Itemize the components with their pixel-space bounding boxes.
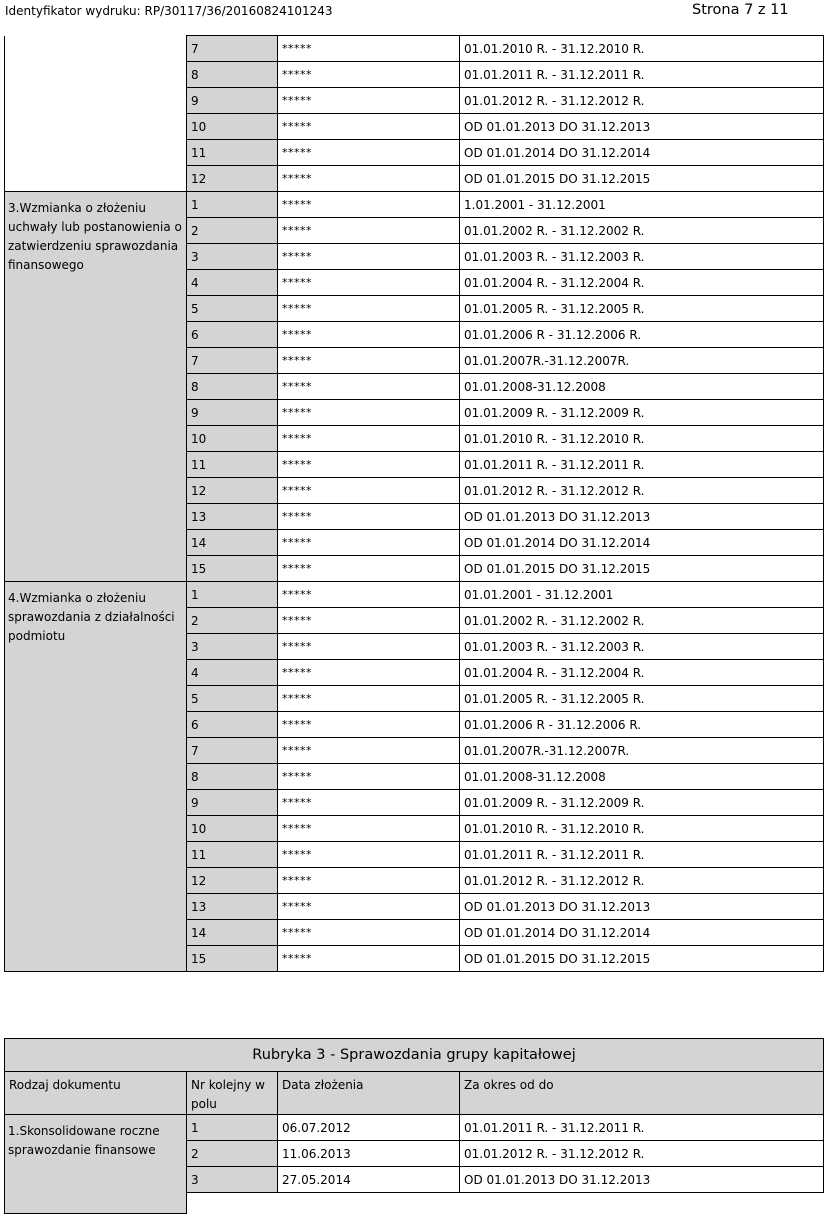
period-cell: 01.01.2002 R. - 31.12.2002 R. xyxy=(460,608,824,634)
masked-value: ***** xyxy=(278,270,460,296)
period-cell: OD 01.01.2013 DO 31.12.2013 xyxy=(460,114,824,140)
row-number: 5 xyxy=(187,686,278,712)
masked-value: ***** xyxy=(278,660,460,686)
row-number: 7 xyxy=(187,36,278,62)
row-number: 6 xyxy=(187,322,278,348)
row-number: 1 xyxy=(187,192,278,218)
period-cell: OD 01.01.2013 DO 31.12.2013 xyxy=(460,1167,824,1193)
period-cell: 01.01.2002 R. - 31.12.2002 R. xyxy=(460,218,824,244)
row-number: 7 xyxy=(187,738,278,764)
table-row xyxy=(5,1115,824,1141)
period-cell: 01.01.2012 R. - 31.12.2012 R. xyxy=(460,478,824,504)
masked-value: ***** xyxy=(278,62,460,88)
row-number: 10 xyxy=(187,114,278,140)
masked-value: ***** xyxy=(278,608,460,634)
rubryka-3-title: Rubryka 3 - Sprawozdania grupy kapitałowej xyxy=(5,1039,824,1072)
filing-date-cell: 27.05.2014 xyxy=(278,1167,460,1193)
row-number: 13 xyxy=(187,504,278,530)
period-cell: 01.01.2001 - 31.12.2001 xyxy=(460,582,824,608)
rubryka-3-table xyxy=(4,1038,824,1214)
row-number: 8 xyxy=(187,764,278,790)
row-number: 8 xyxy=(187,374,278,400)
masked-value: ***** xyxy=(278,244,460,270)
row-number: 14 xyxy=(187,920,278,946)
period-cell: 01.01.2011 R. - 31.12.2011 R. xyxy=(460,842,824,868)
row-number: 2 xyxy=(187,218,278,244)
period-cell: 01.01.2010 R. - 31.12.2010 R. xyxy=(460,426,824,452)
period-cell: OD 01.01.2013 DO 31.12.2013 xyxy=(460,504,824,530)
masked-value: ***** xyxy=(278,296,460,322)
masked-value: ***** xyxy=(278,790,460,816)
period-cell: OD 01.01.2014 DO 31.12.2014 xyxy=(460,920,824,946)
masked-value: ***** xyxy=(278,166,460,192)
period-cell: 01.01.2005 R. - 31.12.2005 R. xyxy=(460,296,824,322)
masked-value: ***** xyxy=(278,816,460,842)
row-number: 1 xyxy=(187,582,278,608)
row-number: 11 xyxy=(187,140,278,166)
period-cell: 01.01.2011 R. - 31.12.2011 R. xyxy=(460,1115,824,1141)
masked-value: ***** xyxy=(278,374,460,400)
period-cell: 01.01.2011 R. - 31.12.2011 R. xyxy=(460,62,824,88)
filing-date-cell: 06.07.2012 xyxy=(278,1115,460,1141)
reports-table xyxy=(4,35,824,972)
column-header-sequence-number: Nr kolejny w polu xyxy=(187,1072,278,1115)
row-number: 12 xyxy=(187,868,278,894)
masked-value: ***** xyxy=(278,218,460,244)
row-number: 5 xyxy=(187,296,278,322)
masked-value: ***** xyxy=(278,894,460,920)
row-number: 4 xyxy=(187,660,278,686)
period-cell: 1.01.2001 - 31.12.2001 xyxy=(460,192,824,218)
table-row xyxy=(5,192,824,218)
print-identifier: Identyfikator wydruku: RP/30117/36/20160824101243 xyxy=(5,4,333,18)
row-number: 15 xyxy=(187,556,278,582)
period-cell: 01.01.2010 R. - 31.12.2010 R. xyxy=(460,816,824,842)
period-cell: 01.01.2006 R - 31.12.2006 R. xyxy=(460,322,824,348)
row-number: 2 xyxy=(187,608,278,634)
masked-value: ***** xyxy=(278,36,460,62)
row-number: 10 xyxy=(187,426,278,452)
row-number: 8 xyxy=(187,62,278,88)
masked-value: ***** xyxy=(278,140,460,166)
period-cell: 01.01.2011 R. - 31.12.2011 R. xyxy=(460,452,824,478)
period-cell: 01.01.2007R.-31.12.2007R. xyxy=(460,348,824,374)
period-cell: 01.01.2003 R. - 31.12.2003 R. xyxy=(460,244,824,270)
blank-section-cell xyxy=(5,36,187,192)
masked-value: ***** xyxy=(278,400,460,426)
column-header-document-type: Rodzaj dokumentu xyxy=(5,1072,187,1115)
masked-value: ***** xyxy=(278,764,460,790)
period-cell: 01.01.2008-31.12.2008 xyxy=(460,764,824,790)
period-cell: 01.01.2005 R. - 31.12.2005 R. xyxy=(460,686,824,712)
page-number: Strona 7 z 11 xyxy=(692,2,789,18)
period-cell: 01.01.2004 R. - 31.12.2004 R. xyxy=(460,270,824,296)
row-number: 10 xyxy=(187,816,278,842)
row-number: 6 xyxy=(187,712,278,738)
row-number: 7 xyxy=(187,348,278,374)
section-4-label: 4.Wzmianka o złożeniu sprawozdania z działalności podmiotu xyxy=(5,582,187,972)
row-number: 14 xyxy=(187,530,278,556)
rubryka-3-section-1-label: 1.Skonsolidowane roczne sprawozdanie finansowe xyxy=(5,1115,187,1214)
table-row xyxy=(5,582,824,608)
row-number: 2 xyxy=(187,1141,278,1167)
masked-value: ***** xyxy=(278,634,460,660)
masked-value: ***** xyxy=(278,452,460,478)
masked-value: ***** xyxy=(278,582,460,608)
masked-value: ***** xyxy=(278,88,460,114)
masked-value: ***** xyxy=(278,868,460,894)
period-cell: 01.01.2012 R. - 31.12.2012 R. xyxy=(460,88,824,114)
masked-value: ***** xyxy=(278,114,460,140)
period-cell: 01.01.2009 R. - 31.12.2009 R. xyxy=(460,400,824,426)
period-cell: 01.01.2008-31.12.2008 xyxy=(460,374,824,400)
masked-value: ***** xyxy=(278,556,460,582)
period-cell: 01.01.2006 R - 31.12.2006 R. xyxy=(460,712,824,738)
filing-date-cell: 11.06.2013 xyxy=(278,1141,460,1167)
masked-value: ***** xyxy=(278,322,460,348)
period-cell: OD 01.01.2015 DO 31.12.2015 xyxy=(460,946,824,972)
row-number: 11 xyxy=(187,452,278,478)
row-number: 9 xyxy=(187,400,278,426)
row-number: 3 xyxy=(187,634,278,660)
masked-value: ***** xyxy=(278,920,460,946)
masked-value: ***** xyxy=(278,842,460,868)
masked-value: ***** xyxy=(278,426,460,452)
masked-value: ***** xyxy=(278,946,460,972)
masked-value: ***** xyxy=(278,686,460,712)
row-number: 3 xyxy=(187,1167,278,1193)
masked-value: ***** xyxy=(278,738,460,764)
period-cell: 01.01.2003 R. - 31.12.2003 R. xyxy=(460,634,824,660)
masked-value: ***** xyxy=(278,712,460,738)
masked-value: ***** xyxy=(278,192,460,218)
period-cell: 01.01.2012 R. - 31.12.2012 R. xyxy=(460,868,824,894)
period-cell: 01.01.2009 R. - 31.12.2009 R. xyxy=(460,790,824,816)
period-cell: OD 01.01.2014 DO 31.12.2014 xyxy=(460,530,824,556)
period-cell: 01.01.2012 R. - 31.12.2012 R. xyxy=(460,1141,824,1167)
row-number: 15 xyxy=(187,946,278,972)
period-cell: 01.01.2007R.-31.12.2007R. xyxy=(460,738,824,764)
row-number: 11 xyxy=(187,842,278,868)
row-number: 12 xyxy=(187,478,278,504)
period-cell: 01.01.2004 R. - 31.12.2004 R. xyxy=(460,660,824,686)
masked-value: ***** xyxy=(278,348,460,374)
row-number: 9 xyxy=(187,790,278,816)
period-cell: OD 01.01.2015 DO 31.12.2015 xyxy=(460,556,824,582)
row-number: 12 xyxy=(187,166,278,192)
row-number: 13 xyxy=(187,894,278,920)
column-header-filing-date: Data złożenia xyxy=(278,1072,460,1115)
column-header-period: Za okres od do xyxy=(460,1072,824,1115)
row-number: 9 xyxy=(187,88,278,114)
period-cell: OD 01.01.2013 DO 31.12.2013 xyxy=(460,894,824,920)
row-number: 1 xyxy=(187,1115,278,1141)
masked-value: ***** xyxy=(278,530,460,556)
period-cell: 01.01.2010 R. - 31.12.2010 R. xyxy=(460,36,824,62)
row-number: 3 xyxy=(187,244,278,270)
section-3-label: 3.Wzmianka o złożeniu uchwały lub postanowienia o zatwierdzeniu sprawozdania finansowego xyxy=(5,192,187,582)
empty-cell xyxy=(187,1193,824,1214)
row-number: 4 xyxy=(187,270,278,296)
period-cell: OD 01.01.2015 DO 31.12.2015 xyxy=(460,166,824,192)
table-row xyxy=(5,36,824,62)
masked-value: ***** xyxy=(278,504,460,530)
masked-value: ***** xyxy=(278,478,460,504)
period-cell: OD 01.01.2014 DO 31.12.2014 xyxy=(460,140,824,166)
